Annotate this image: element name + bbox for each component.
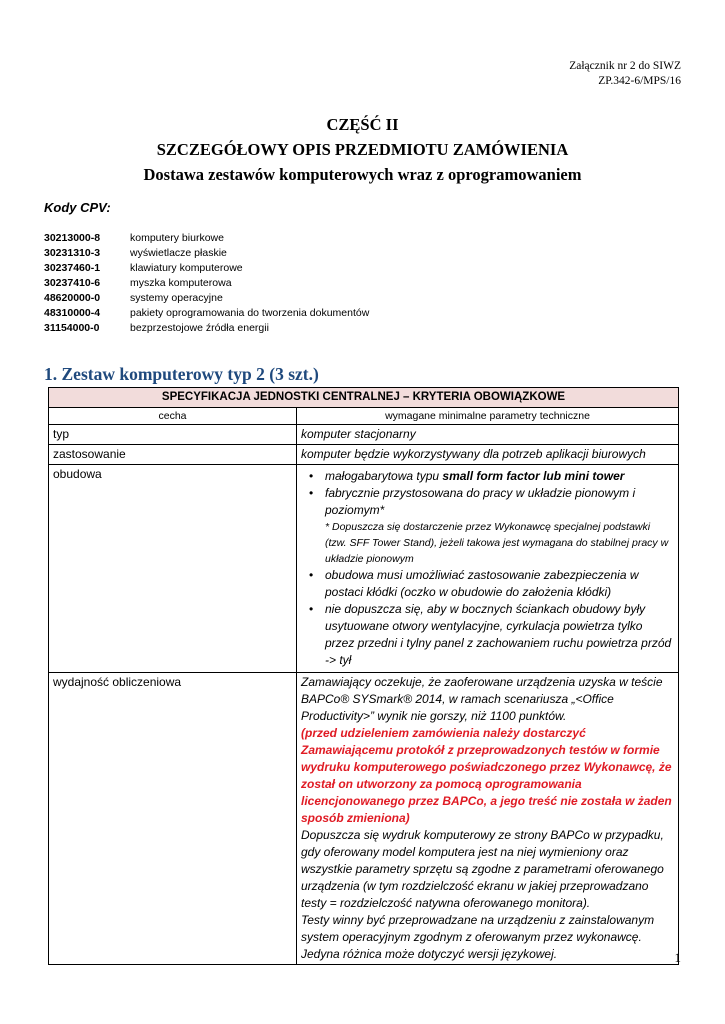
column-header-feature: cecha [49,408,297,425]
list-item [303,485,674,567]
performance-paragraph: Zamawiający oczekuje, że zaoferowane urządzenia uzyska w teście BAPCo® SYSmark® 2014, w ramach scenariusza „<Office Productivity>” wynik nie gorszy, niż 1100 punktów. [301,675,663,723]
part-title: CZĘŚĆ II [326,115,399,134]
performance-paragraph: Testy winny być przeprowadzane na urządzeniu z zainstalowanym system operacyjnym zgodnym z oferowanym przez wykonawcę. Jedyna różnica może dotyczyć wersji językowej. [301,913,655,961]
row-label-zastosowanie: zastosowanie [49,445,297,465]
cpv-desc: komputery biurkowe [130,232,224,244]
main-title: SZCZEGÓŁOWY OPIS PRZEDMIOTU ZAMÓWIENIA [156,140,569,159]
cpv-code: 48620000-0 [44,292,101,304]
cpv-code: 30237410-6 [44,277,101,289]
reference-number: ZP.342-6/MPS/16 [598,75,681,87]
cpv-code: 31154000-0 [44,322,100,334]
bullet-text: małogabarytowa typu [325,469,443,483]
cpv-label: Kody CPV: [44,200,111,215]
table-header-row [49,388,679,408]
table-row [49,673,679,965]
row-label-typ: typ [49,425,297,445]
cpv-item [44,306,369,321]
column-header-requirements: wymagane minimalne parametry techniczne [297,408,679,425]
performance-paragraph: Dopuszcza się wydruk komputerowy ze strony BAPCo w przypadku, gdy oferowany model komputera jest na niej wymieniony oraz wszystkie parametry sprzętu są zgodne z parametrami oferowanego urządzenia (w tym rozdzielczość ekranu w jakiej przeprowadzano testy = rozdzielczość natywna oferowanego monitora). [301,828,664,910]
table-row [49,445,679,465]
cpv-desc: myszka komputerowa [130,277,232,289]
row-value-obudowa [297,465,679,673]
cpv-desc: bezprzestojowe źródła energii [130,322,269,334]
obudowa-bullet-list [301,468,674,669]
cpv-desc: pakiety oprogramowania do tworzenia dokumentów [130,307,370,319]
cpv-item [44,246,369,261]
cpv-desc: klawiatury komputerowe [130,262,243,274]
row-value-wydajnosc [297,673,679,965]
row-label-obudowa: obudowa [49,465,297,673]
page-number: 1 [674,950,681,965]
row-value-zastosowanie: komputer będzie wykorzystywany dla potrzeb aplikacji biurowych [297,445,679,465]
cpv-code: 30213000-8 [44,232,101,244]
table-header: SPECYFIKACJA JEDNOSTKI CENTRALNEJ – KRYTERIA OBOWIĄZKOWE [49,388,679,408]
cpv-item [44,276,369,291]
list-item [303,601,674,669]
attachment-label: Załącznik nr 2 do SIWZ [569,60,681,72]
cpv-item [44,261,369,276]
cpv-item [44,231,369,246]
list-item [303,567,674,601]
cpv-code: 30231310-3 [44,247,101,259]
bullet-bold-text: small form factor lub mini tower [442,469,625,483]
bullet-text: nie dopuszcza się, aby w bocznych ściankach obudowy były usytuowane otwory wentylacyjne, cyrkulacja powietrza tylko przez przedni i tylny panel z zachowaniem ruchu powietrza przód -> tył [325,602,672,667]
performance-red-note: (przed udzieleniem zamówienia należy dostarczyć Zamawiającemu protokół z przeprowadzonych testów w formie wydruku komputerowego poświadczonego przez Wykonawcę, że został on utworzony za pomocą oprogramowania licencjonowanego przez BAPCo, a jego treść nie została w żaden sposób zmieniona) [301,726,672,825]
bullet-text: fabrycznie przystosowana do pracy w układzie pionowym i poziomym* [325,486,636,517]
document-reference [569,59,681,89]
row-value-typ: komputer stacjonarny [297,425,679,445]
cpv-item [44,291,369,306]
cpv-code: 48310000-4 [44,307,101,319]
table-row [49,465,679,673]
section-title: 1. Zestaw komputerowy typ 2 (3 szt.) [44,364,319,384]
cpv-desc: wyświetlacze płaskie [130,247,227,259]
table-subheader-row [49,408,679,425]
cpv-desc: systemy operacyjne [130,292,223,304]
row-label-wydajnosc: wydajność obliczeniowa [49,673,297,965]
subtitle: Dostawa zestawów komputerowych wraz z oprogramowaniem [143,165,582,184]
bullet-note: * Dopuszcza się dostarczenie przez Wykonawcę specjalnej podstawki (tzw. SFF Tower Stand), jeżeli takowa jest wymagana do stabilnej pracy w układzie pionowym [325,521,669,565]
cpv-item [44,321,369,336]
table-row [49,425,679,445]
list-item [303,468,674,485]
spec-table [48,387,679,965]
cpv-code: 30237460-1 [44,262,101,274]
cpv-list [44,231,369,336]
document-titles [0,112,725,187]
bullet-text: obudowa musi umożliwiać zastosowanie zabezpieczenia w postaci kłódki (oczko w obudowie do założenia kłódki) [325,568,639,599]
